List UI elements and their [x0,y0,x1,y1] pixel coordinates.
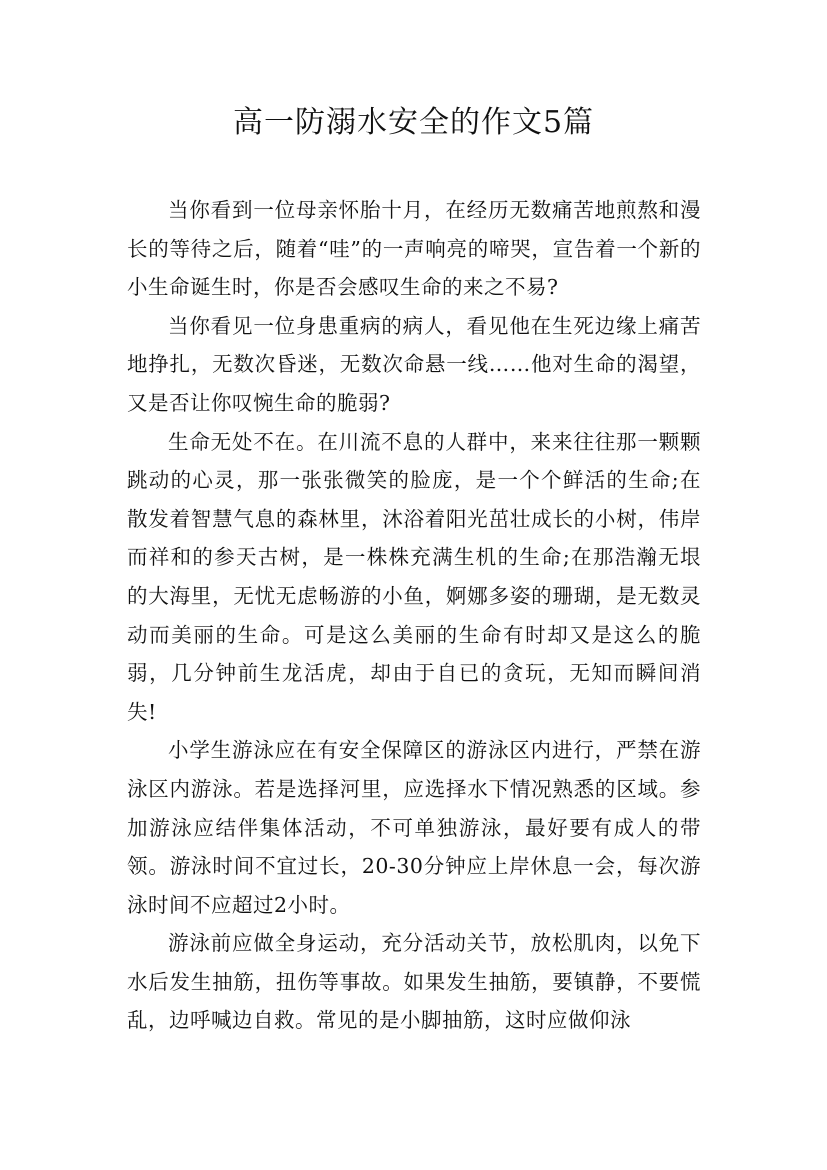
paragraph-5: 游泳前应做全身运动，充分活动关节，放松肌肉，以免下水后发生抽筋，扭伤等事故。如果发生抽筋，要镇静，不要慌乱，边呼喊边自救。常见的是小脚抽筋，这时应做仰泳 [127,931,701,1033]
document-body [127,191,701,1040]
paragraph-1: 当你看到一位母亲怀胎十月，在经历无数痛苦地煎熬和漫长的等待之后，随着“哇”的一声响亮的啼哭，宣告着一个新的小生命诞生时，你是否会感叹生命的来之不易? [127,198,701,300]
paragraph-4: 小学生游泳应在有安全保障区的游泳区内进行，严禁在游泳区内游泳。若是选择河里，应选择水下情况熟悉的区域。参加游泳应结伴集体活动，不可单独游泳，最好要有成人的带领。游泳时间不宜过长，20-30分钟应上岸休息一会，每次游泳时间不应超过2小时。 [127,738,701,917]
paragraph-2: 当你看见一位身患重病的病人，看见他在生死边缘上痛苦地挣扎，无数次昏迷，无数次命悬一线……他对生命的渴望，又是否让你叹惋生命的脆弱? [127,313,701,415]
paragraph-3: 生命无处不在。在川流不息的人群中，来来往往那一颗颗跳动的心灵，那一张张微笑的脸庞，是一个个鲜活的生命;在散发着智慧气息的森林里，沐浴着阳光茁壮成长的小树，伟岸而祥和的参天古树，是一株株充满生机的生命;在那浩瀚无垠的大海里，无忧无虑畅游的小鱼，婀娜多姿的珊瑚，是无数灵动而美丽的生命。可是这么美丽的生命有时却又是这么的脆弱，几分钟前生龙活虎，却由于自已的贪玩，无知而瞬间消失! [127,429,701,724]
document-title: 高一防溺水安全的作文5篇 [232,105,595,140]
